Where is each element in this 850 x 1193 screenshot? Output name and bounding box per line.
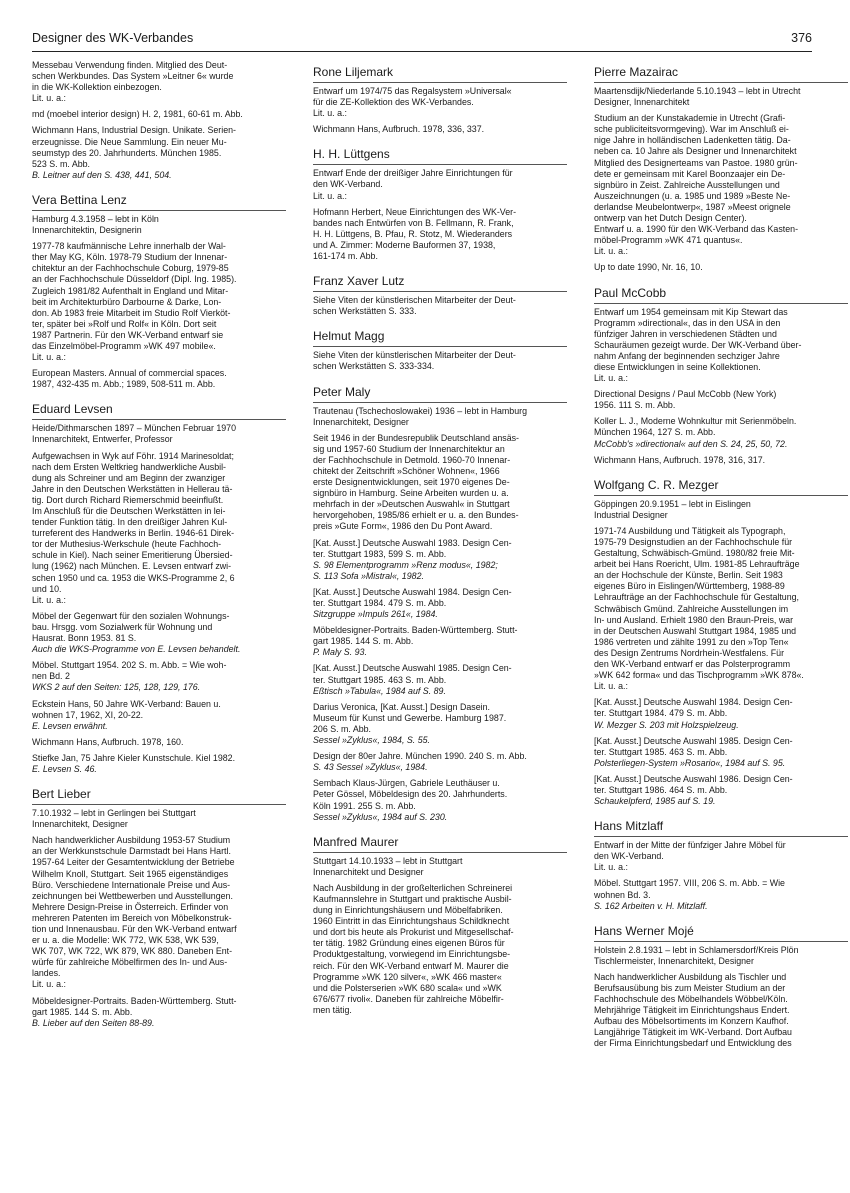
text-line: an der Werkkunstschule Darmstadt bei Hans Hartl. [32, 846, 231, 857]
text-line: W. Mezger S. 203 mit Holzspielzeug. [594, 719, 739, 730]
designer-name: Wolfgang C. R. Mezger [594, 475, 848, 496]
text-line: tor der Muthesius-Werkschule (heute Fachhoch- [32, 539, 222, 550]
text-line: seumstyp des 20. Jahrhunderts. München 1985. [32, 147, 222, 158]
text-line: tig. Dort durch Richard Riemerschmid beeinflußt. [32, 494, 224, 505]
text-line: Wichmann Hans, Aufbruch. 1978, 160. [32, 736, 184, 747]
text-line: Mehrere Design-Preise in Österreich. Erfinder von [32, 901, 229, 912]
text-line: Hamburg 4.3.1958 – lebt in Köln [32, 213, 159, 224]
text-line: [Kat. Ausst.] Deutsche Auswahl 1985. Design Cen- [313, 663, 512, 674]
column-3 [594, 62, 848, 1059]
text-line: reich. Für den WK-Verband entwarf M. Maurer die [313, 960, 509, 971]
text-line: Schwäbisch Gmünd. Zahlreiche Ausstellungen im [594, 603, 789, 614]
text-line: S. 98 Elementprogramm »Renz modus«, 1982; [313, 559, 498, 570]
paragraph [594, 307, 848, 385]
text-line: [Kat. Ausst.] Deutsche Auswahl 1983. Design Cen- [313, 537, 512, 548]
text-line: 1977-78 kaufmännische Lehre innerhalb der Wal- [32, 241, 226, 252]
text-line: schen Werkstätten S. 333-334. [313, 361, 435, 372]
text-line: Jahre in den Deutschen Werkstätten in Hellerau tä- [32, 483, 233, 494]
text-line: Möbel. Stuttgart 1957. VIII, 206 S. m. Abb. = Wie [594, 878, 785, 889]
text-line: dete er gemeinsam mit Karel Boonzaajer ein De- [594, 168, 786, 179]
text-line: beit im Architekturbüro Darbourne & Darke, Lon- [32, 296, 222, 307]
text-line: Aufbau des Möbelsortiments im Konzern Kaufhof. [594, 1016, 789, 1027]
text-line: Seit 1946 in der Bundesrepublik Deutschland ansäs- [313, 432, 519, 443]
text-line: men tätig. [313, 1004, 352, 1015]
designer-entry [32, 784, 286, 1029]
text-line: tion und Innenausbau. Für den WK-Verband entwarf [32, 924, 237, 934]
text-line: 1986 vertreten und zählte 1991 zu den »Top Ten« [594, 636, 789, 647]
text-line: B. Lieber auf den Seiten 88-89. [32, 1017, 155, 1028]
paragraph [313, 350, 567, 372]
text-line: Hausrat. Bonn 1953. 81 S. [32, 633, 137, 644]
text-columns [32, 62, 820, 1059]
paragraph [313, 751, 567, 773]
text-line: Wilhelm Knoll, Stuttgart. Seit 1965 eigenständiges [32, 868, 229, 879]
text-line: der Fachhochschule in Detmold. 1960-70 Innenar- [313, 454, 511, 465]
text-line: Wichmann Hans, Aufbruch. 1978, 316, 317. [594, 454, 766, 465]
text-line: in die WK-Kollektion einbezogen. [32, 82, 162, 93]
text-line: Entwarf Ende der dreißiger Jahre Einrichtungen für [313, 168, 513, 179]
paragraph [594, 736, 848, 769]
text-line: In- und Ausland. Erhielt 1980 den Braun-Preis, war [594, 614, 794, 625]
designer-entry [32, 60, 286, 181]
text-line: Wichmann Hans, Aufbruch. 1978, 336, 337. [313, 124, 485, 135]
text-line: landes. [32, 968, 61, 979]
text-line: und die Polsterserien »WK 680 scala« und »WK [313, 982, 502, 993]
paragraph [32, 808, 286, 830]
text-line: Studium an der Kunstakademie in Utrecht (Grafi- [594, 113, 786, 124]
text-line: Directional Designs / Paul McCobb (New York) [594, 389, 777, 400]
text-line: ter. Stuttgart 1986. 464 S. m. Abb. [594, 784, 728, 795]
text-line: Berufsausübung bis zum Meister Studium an der [594, 983, 786, 993]
text-line: 7.10.1932 – lebt in Gerlingen bei Stuttgart [32, 808, 196, 819]
text-line: sche publiciteitsvormgeving). War im Anschluß ei- [594, 124, 789, 135]
text-line: derlandse Meubelontwerp«, 1987 »Meest orignele [594, 201, 791, 212]
text-line: ter. Stuttgart 1984. 479 S. m. Abb. [594, 708, 728, 719]
text-line: Produktgestaltung, vorwiegend im Einrichtungsbe- [313, 949, 511, 960]
text-line: hervorgehoben, 1985/86 erhielt er u. a. den Bundes- [313, 510, 519, 521]
text-line: 1975-79 Designstudien an der Fachhochschule für [594, 537, 793, 547]
column-1 [32, 62, 286, 1059]
designer-name: Paul McCobb [594, 283, 848, 304]
running-header [32, 31, 812, 53]
designer-entry [594, 62, 848, 274]
text-line: den WK-Verband. [313, 179, 383, 190]
text-line: E. Levsen erwähnt. [32, 720, 108, 731]
paragraph [594, 774, 848, 807]
designer-name: Helmut Magg [313, 326, 567, 347]
designer-name: Bert Lieber [32, 784, 286, 805]
text-line: Nach handwerklicher Ausbildung 1953-57 Studium [32, 835, 231, 846]
designer-name: Vera Bettina Lenz [32, 190, 286, 211]
text-line: München 1964, 127 S. m. Abb. [594, 427, 716, 438]
text-line: Innenarchitektin, Designerin [32, 225, 142, 236]
text-line: Polsterliegen-System »Rosario«, 1984 auf S. 95. [594, 757, 786, 768]
text-line: an der Fachhochschule Düsseldorf (Dipl. Ing. 1985). [32, 274, 237, 285]
text-line: »WK 642 forma« und das Tischprogramm »WK 878«. [594, 670, 804, 681]
designer-name: Pierre Mazairac [594, 62, 848, 83]
text-line: Möbel der Gegenwart für den sozialen Wohnungs- [32, 610, 230, 621]
paragraph [32, 699, 286, 732]
text-line: Messebau Verwendung finden. Mitglied des Deut- [32, 60, 228, 70]
text-line: Innenarchitekt, Designer [32, 819, 128, 830]
text-line: Büro. Verschiedene Internationale Preise und Aus- [32, 879, 231, 890]
text-line: S. 43 Sessel »Zyklus«, 1984. [313, 762, 428, 773]
designer-name: H. H. Lüttgens [313, 144, 567, 165]
text-line: der Firma Einrichtungsbedarf und Entwicklung des [594, 1038, 792, 1049]
text-line: md (moebel interior design) H. 2, 1981, 60-61 m. Abb. [32, 109, 243, 120]
text-line: Lit. u. a.: [594, 862, 628, 873]
text-line: Fachhochschule des Möbelhandels Wöbbel/Köln. [594, 994, 788, 1005]
paragraph [313, 778, 567, 822]
paragraph [32, 423, 286, 445]
text-line: Nach Ausbildung in der großelterlichen Schreinerei [313, 882, 513, 893]
text-line: Schauräumen gezeigt wurde. Der WK-Verband über- [594, 339, 802, 350]
designer-entry [313, 144, 567, 262]
paragraph [32, 214, 286, 236]
text-line: [Kat. Ausst.] Deutsche Auswahl 1986. Design Cen- [594, 773, 793, 784]
designer-name: Hans Mitzlaff [594, 816, 848, 837]
text-line: signbüro in Hamburg. Seine Arbeiten wurden u. a. [313, 488, 509, 499]
paragraph [313, 86, 567, 119]
text-line: Innenarchitekt, Entwerfer, Professor [32, 434, 173, 445]
text-line: Auszeichnungen (u. a. 1985 und 1989 »Beste Ne- [594, 190, 791, 201]
text-line: Schaukelpferd, 1985 auf S. 19. [594, 796, 716, 807]
text-line: 206 S. m. Abb. [313, 723, 372, 734]
text-line: gart 1985. 144 S. m. Abb. [313, 636, 414, 647]
text-line: den WK-Verband. [594, 851, 664, 862]
text-line: H. H. Lüttgens, B. Pfau, R. Stotz, M. Wiederanders [313, 228, 513, 239]
text-line: an der Hochschule der Künste, Berlin. Seit 1983 [594, 570, 783, 581]
text-line: möbel-Programm »WK 471 quantus«. [594, 235, 743, 246]
text-line: zeichnungen bei Wettbewerben und Ausstellungen. [32, 890, 233, 901]
text-line: erzeugnisse. Die Neue Sammlung. Ein neuer Mu- [32, 136, 227, 147]
text-line: Wichmann Hans, Industrial Design. Unikate. Serien- [32, 125, 236, 136]
text-line: Eßtisch »Tabula«, 1984 auf S. 89. [313, 685, 446, 696]
text-line: Aufgewachsen in Wyk auf Föhr. 1914 Marinesoldat; [32, 450, 234, 461]
text-line: gart 1985. 144 S. m. Abb. [32, 1006, 133, 1017]
text-line: 1971-74 Ausbildung und Tätigkeit als Typograph, [594, 525, 786, 536]
designer-entry [594, 921, 848, 1050]
paragraph [594, 697, 848, 730]
text-line: 161-174 m. Abb. [313, 251, 378, 262]
text-line: schen Werkbundes. Das System »Leitner 6« wurde [32, 71, 234, 82]
paragraph [32, 737, 286, 748]
text-line: Entwarf um 1954 gemeinsam mit Kip Stewart das [594, 306, 788, 317]
text-line: Sessel »Zyklus«, 1984 auf S. 230. [313, 811, 448, 822]
designer-entry [32, 399, 286, 775]
text-line: Nach handwerklicher Ausbildung als Tischler und [594, 971, 787, 982]
text-line: ontwerp van het Dutch Design Center). [594, 213, 747, 224]
text-line: arbeit bei Hans Roericht, Ulm. 1981-85 Lehraufträge [594, 559, 800, 570]
paragraph [313, 168, 567, 201]
paragraph [313, 625, 567, 658]
text-line: wohnen 17, 1962, XI, 20-22. [32, 709, 144, 720]
text-line: Köln 1991. 255 S. m. Abb. [313, 800, 416, 811]
designer-entry [313, 326, 567, 372]
text-line: Möbeldesigner-Portraits. Baden-Württemberg. Stutt- [32, 995, 237, 1006]
text-line: chitektur an der Fachhochschule Coburg, 1979-85 [32, 263, 229, 274]
text-line: don. Ab 1983 freie Mitarbeit im Studio Rolf Vierköt- [32, 307, 231, 318]
text-line: E. Levsen S. 46. [32, 763, 97, 774]
text-line: fünfziger Jahren in verschiedenen Städten und [594, 328, 777, 339]
text-line: 1960 Eintritt in das Einrichtungshaus Schildknecht [313, 916, 510, 927]
paragraph [32, 996, 286, 1029]
text-line: WKS 2 auf den Seiten: 125, 128, 129, 176. [32, 682, 201, 693]
text-line: würfe für zahlreiche Möbelfirmen des In- und Aus- [32, 957, 228, 968]
text-line: Heide/Dithmarschen 1897 – München Februar 1970 [32, 423, 237, 434]
text-line: nahm Anfang der beginnenden sechziger Jahre [594, 350, 780, 361]
text-line: Siehe Viten der künstlerischen Mitarbeiter der Deut- [313, 295, 516, 306]
text-line: Designer, Innenarchitekt [594, 97, 690, 108]
text-line: Koller L. J., Moderne Wohnkultur mit Serienmöbeln. [594, 416, 797, 427]
paragraph [313, 124, 567, 135]
text-line: Up to date 1990, Nr. 16, 10. [594, 262, 703, 273]
paragraph [313, 856, 567, 878]
text-line: und dort bis heute als Prokurist und Mitgesellschaf- [313, 927, 514, 938]
text-line: 676/677 rivoli«. Daneben für zahlreiche Möbelfir- [313, 993, 504, 1004]
designer-name: Eduard Levsen [32, 399, 286, 420]
text-line: McCobb's »directional« auf den S. 24, 25, 50, 72. [594, 438, 788, 449]
text-line: schen Werkstätten S. 333. [313, 306, 417, 317]
paragraph [594, 455, 848, 466]
designer-name: Hans Werner Mojé [594, 921, 848, 942]
text-line: S. 162 Arbeiten v. H. Mitzlaff. [594, 900, 708, 911]
text-line: 1987 Partnerin. Für den WK-Verband entwarf sie [32, 329, 224, 340]
paragraph [32, 753, 286, 775]
text-line: preis »Gute Form«, 1986 den Du Pont Award. [313, 521, 493, 532]
text-line: 523 S. m. Abb. [32, 158, 91, 169]
text-line: ter. Stuttgart 1985. 463 S. m. Abb. [313, 674, 447, 685]
paragraph [594, 113, 848, 257]
text-line: nige Jahre in holländischen Ladenketten tätig. Da- [594, 135, 791, 146]
paragraph [32, 611, 286, 655]
paragraph [313, 663, 567, 696]
paragraph [313, 207, 567, 262]
text-line: Entwarf in der Mitte der fünfziger Jahre Möbel für [594, 840, 786, 851]
paragraph [594, 86, 848, 108]
text-line: ter. Stuttgart 1984. 479 S. m. Abb. [313, 598, 447, 608]
page-number: 376 [791, 31, 812, 45]
paragraph [594, 262, 848, 273]
text-line: Möbel. Stuttgart 1954. 202 S. m. Abb. = Wie woh- [32, 660, 227, 671]
text-line: Design der 80er Jahre. München 1990. 240 S. m. Abb. [313, 751, 527, 762]
text-line: ter. Stuttgart 1983, 599 S. m. Abb. [313, 548, 447, 559]
paragraph [313, 406, 567, 428]
text-line: Siehe Viten der künstlerischen Mitarbeiter der Deut- [313, 350, 516, 361]
text-line: er u. a. die Modelle: WK 772, WK 538, WK 539, [32, 935, 219, 946]
text-line: Mehrjährige Tätigkeit im Einrichtungshaus Endert. [594, 1005, 790, 1016]
text-line: Lit. u. a.: [32, 979, 66, 990]
text-line: mehreren Patenten im Bereich von Möbelkonstruk- [32, 912, 232, 923]
text-line: erste Designentwicklungen, seit 1970 eigenes De- [313, 477, 510, 488]
column-2 [313, 62, 567, 1059]
text-line: dung als Schreiner und am Beginn der zwanziger [32, 472, 226, 483]
designer-name: Rone Liljemark [313, 62, 567, 83]
text-line: Stuttgart 14.10.1933 – lebt in Stuttgart [313, 855, 463, 866]
paragraph [313, 587, 567, 620]
designer-entry [313, 62, 567, 135]
text-line: nach dem Ersten Weltkrieg handwerkliche Ausbil- [32, 461, 227, 472]
designer-name: Peter Maly [313, 382, 567, 403]
designer-entry [594, 475, 848, 807]
paragraph [32, 109, 286, 120]
text-line: und A. Zimmer: Moderne Bauformen 37, 1938, [313, 239, 496, 250]
paragraph [594, 416, 848, 449]
text-line: schule in Kiel). Nach seiner Emeritierung Übersied- [32, 550, 233, 561]
text-line: nen Bd. 2 [32, 671, 70, 682]
text-line: Programme »WK 120 silver«, »WK 466 master« [313, 971, 502, 982]
text-line: tender Funktion tätig. In den dreißiger Jahren Kul- [32, 517, 228, 528]
text-line: Langjährige Tätigkeit im WK-Verband. Dort Aufbau [594, 1027, 792, 1038]
text-line: Tischlermeister, Innenarchitekt, Designer [594, 955, 754, 966]
text-line: den WK-Verband entwarf er das Polsterprogramm [594, 659, 791, 670]
text-line: Gestaltung, Schwäbisch-Gmünd. 1980/82 freie Mit- [594, 548, 795, 559]
text-line: Göppingen 20.9.1951 – lebt in Eislingen [594, 498, 751, 509]
text-line: mehrfach in der »Deutschen Auswahl« in Stuttgart [313, 499, 510, 510]
header-rule [32, 51, 812, 52]
text-line: Lit. u. a.: [32, 352, 66, 363]
text-line: wohnen Bd. 3. [594, 889, 651, 900]
text-line: [Kat. Ausst.] Deutsche Auswahl 1985. Design Cen- [594, 735, 793, 746]
text-line: dung in Einrichtungshäusern und Möbelfabriken. [313, 905, 503, 916]
paragraph [594, 840, 848, 873]
text-line: Zugleich 1981/82 Aufenthalt in England und Mitar- [32, 285, 229, 296]
text-line: Im Anschluß für die Deutschen Werkstätten in lei- [32, 506, 226, 516]
text-line: Lehraufträge an der Fachhochschule für Gestaltung, [594, 592, 800, 603]
paragraph [594, 878, 848, 911]
text-line: Industrial Designer [594, 509, 668, 520]
text-line: Darius Veronica, [Kat. Ausst.] Design Dasein. [313, 701, 490, 712]
text-line: Sessel »Zyklus«, 1984, S. 55. [313, 735, 430, 746]
text-line: Kaufmannslehre in Stuttgart und praktische Ausbil- [313, 893, 512, 904]
text-line: und 10. [32, 583, 62, 594]
text-line: Mitglied des Designerteams van Pastoe. 1980 grün- [594, 157, 798, 168]
text-line: schen 1950 und ca. 1953 die WKS-Programme 2, 6 [32, 572, 235, 583]
paragraph [313, 433, 567, 533]
text-line: ther May KG, Köln. 1978-79 Studium der Innenar- [32, 252, 228, 263]
designer-entry [313, 382, 567, 823]
text-line: für die ZE-Kollektion des WK-Verbandes. [313, 97, 474, 108]
text-line: turreferent des Handwerks in Berlin. 1946-61 Direk- [32, 528, 235, 539]
paragraph [32, 368, 286, 390]
paragraph [32, 125, 286, 180]
text-line: 1987, 432-435 m. Abb.; 1989, 508-511 m. Abb. [32, 379, 216, 390]
text-line: P. Maly S. 93. [313, 647, 367, 658]
paragraph [313, 702, 567, 746]
designer-entry [313, 832, 567, 1016]
designer-name: Franz Xaver Lutz [313, 271, 567, 292]
text-line: signbüro in Zeist. Zahlreiche Ausstellungen und [594, 179, 780, 190]
text-line: Museum für Kunst und Gewerbe. Hamburg 1987. [313, 712, 507, 723]
text-line: Lit. u. a.: [32, 93, 66, 104]
text-line: Trautenau (Tschechoslowakei) 1936 – lebt in Hamburg [313, 405, 528, 416]
text-line: 1956. 111 S. m. Abb. [594, 400, 676, 411]
text-line: Innenarchitekt, Designer [313, 416, 409, 427]
text-line: Stiefke Jan, 75 Jahre Kieler Kunstschule. Kiel 1982. [32, 752, 236, 763]
designer-entry [32, 190, 286, 390]
text-line: Maartensdijk/Niederlande 5.10.1943 – lebt in Utrecht [594, 86, 801, 96]
paragraph [313, 883, 567, 1016]
text-line: bandes nach Entwürfen von B. Fellmann, R. Frank, [313, 217, 514, 228]
text-line: Sitzgruppe »Impuls 261«, 1984. [313, 609, 438, 620]
header-title: Designer des WK-Verbandes [32, 31, 194, 45]
text-line: Innenarchitekt und Designer [313, 866, 424, 877]
text-line: lung (1962) nach München. E. Levsen entwarf zwi- [32, 561, 232, 572]
text-line: Lit. u. a.: [313, 108, 347, 119]
text-line: bau. Hrsgg. vom Sozialwerk für Wohnung und [32, 621, 213, 632]
designer-name: Manfred Maurer [313, 832, 567, 853]
text-line: [Kat. Ausst.] Deutsche Auswahl 1984. Design Cen- [594, 697, 793, 708]
text-line: ter. Stuttgart 1985. 463 S. m. Abb. [594, 746, 728, 757]
text-line: in der Deutschen Auswahl Stuttgart 1984, 1985 und [594, 625, 797, 636]
paragraph [594, 526, 848, 692]
text-line: Lit. u. a.: [594, 681, 628, 692]
paragraph [313, 295, 567, 317]
paragraph [32, 451, 286, 606]
text-line: Entwarf um 1974/75 das Regalsystem »Universal« [313, 86, 512, 96]
text-line: B. Leitner auf den S. 438, 441, 504. [32, 169, 172, 180]
text-line: diese Entwicklungen in seine Kollektionen. [594, 361, 761, 372]
paragraph [32, 60, 286, 104]
text-line: S. 113 Sofa »Mistral«, 1982. [313, 570, 424, 581]
paragraph [594, 499, 848, 521]
text-line: Programm »directional«, das in den USA in den [594, 317, 781, 328]
text-line: Entwarf u. a. 1990 für den WK-Verband das Kasten- [594, 224, 799, 235]
paragraph [32, 660, 286, 693]
text-line: Eckstein Hans, 50 Jahre WK-Verband: Bauen u. [32, 698, 221, 709]
designer-entry [594, 816, 848, 912]
text-line: ter, später bei »Rolf und Rolf« in Köln. Dort seit [32, 318, 217, 329]
text-line: Lit. u. a.: [32, 594, 66, 605]
text-line: Möbeldesigner-Portraits. Baden-Württemberg. Stutt- [313, 625, 518, 636]
paragraph [594, 972, 848, 1050]
text-line: ter tätig. 1982 Gründung eines eigenen Büros für [313, 938, 505, 949]
text-line: Holstein 2.8.1931 – lebt in Schlamersdorf/Kreis Plön [594, 944, 799, 955]
text-line: Peter Gössel, Möbeldesign des 20. Jahrhunderts. [313, 789, 508, 800]
text-line: WK 707, WK 722, WK 879, WK 880. Daneben Ent- [32, 946, 233, 957]
paragraph [32, 241, 286, 363]
text-line: Auch die WKS-Programme von E. Levsen behandelt. [32, 644, 241, 655]
text-line: Sembach Klaus-Jürgen, Gabriele Leuthäuser u. [313, 778, 500, 789]
text-line: neben ca. 10 Jahre als Designer und Innenarchitekt [594, 146, 797, 157]
text-line: European Masters. Annual of commercial spaces. [32, 368, 227, 379]
text-line: das Einzelmöbel-Programm »WK 497 mobile«. [32, 340, 216, 351]
designer-entry [594, 283, 848, 466]
text-line: Lit. u. a.: [594, 373, 628, 384]
text-line: chitekt der Zeitschrift »Schöner Wohnen«, 1966 [313, 465, 500, 476]
text-line: [Kat. Ausst.] Deutsche Auswahl 1984. Design Cen- [313, 586, 512, 597]
paragraph [32, 835, 286, 990]
text-line: Hofmann Herbert, Neue Einrichtungen des WK-Ver- [313, 206, 517, 217]
paragraph [313, 538, 567, 582]
text-line: 1957-64 Leiter der Gesamtentwicklung der Betriebe [32, 857, 235, 868]
text-line: Lit. u. a.: [313, 190, 347, 201]
text-line: eigenes Büro in Eislingen/Württemberg, 1988-89 [594, 581, 785, 592]
text-line: sig und 1957-60 Studium der Innenarchitektur an [313, 443, 505, 454]
text-line: des Design Zentrums Nordrhein-Westfalens. Für [594, 647, 785, 658]
paragraph [594, 389, 848, 411]
designer-entry [313, 271, 567, 317]
paragraph [594, 945, 848, 967]
text-line: Lit. u. a.: [594, 246, 628, 257]
